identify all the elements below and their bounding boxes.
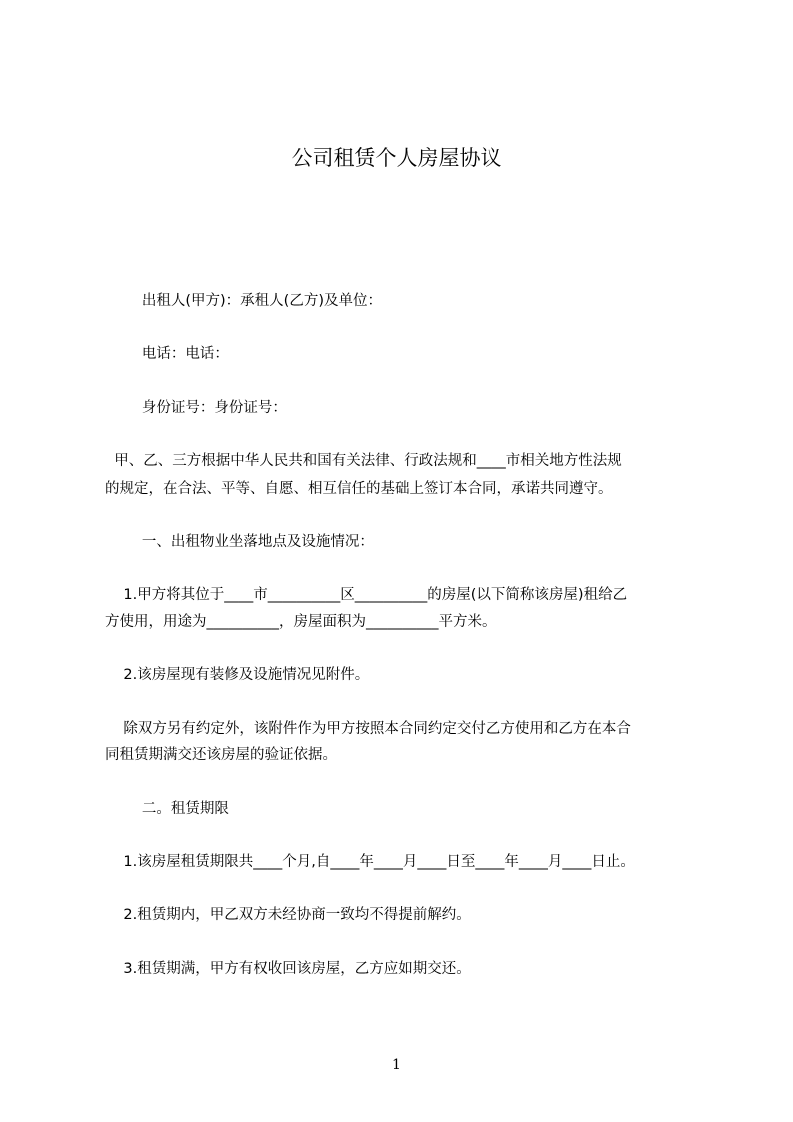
paragraph-line: 同租赁期满交还该房屋的验证依据。 bbox=[105, 747, 337, 763]
phone-line: 电话：电话： bbox=[105, 346, 229, 362]
paragraph-line: 3.租赁期满，甲方有权收回该房屋，乙方应如期交还。 bbox=[105, 961, 471, 977]
paragraph-line: 2.租赁期内，甲乙双方未经协商一致均不得提前解约。 bbox=[105, 907, 471, 923]
paragraph-line: 2.该房屋现有装修及设施情况见附件。 bbox=[105, 667, 370, 683]
paragraph-line: 方使用，用途为__________，房屋面积为__________平方米。 bbox=[105, 614, 497, 630]
id-number-line: 身份证号：身份证号： bbox=[105, 400, 287, 416]
page-number: 1 bbox=[392, 1057, 401, 1073]
paragraph-line: 甲、乙、三方根据中华人民共和国有关法律、行政法规和____市相关地方性法规 bbox=[105, 453, 622, 469]
paragraph-line: 除双方另有约定外，该附件作为甲方按照本合同约定交付乙方使用和乙方在本合 bbox=[105, 721, 631, 737]
document-title: 公司租赁个人房屋协议 bbox=[291, 146, 502, 170]
paragraph-line: 的规定，在合法、平等、自愿、相互信任的基础上签订本合同，承诺共同遵守。 bbox=[105, 481, 613, 497]
paragraph-line: 1.甲方将其位于____市__________区__________的房屋(以下简称该房屋)租给乙 bbox=[105, 587, 628, 603]
section-heading: 二。租赁期限 bbox=[105, 801, 229, 817]
paragraph-line: 1.该房屋租赁期限共____个月,自____年____月____日至____年____月____日止。 bbox=[105, 854, 635, 870]
section-heading: 一、出租物业坐落地点及设施情况： bbox=[105, 534, 374, 550]
party-info-line: 出租人(甲方)：承租人(乙方)及单位： bbox=[105, 293, 382, 309]
